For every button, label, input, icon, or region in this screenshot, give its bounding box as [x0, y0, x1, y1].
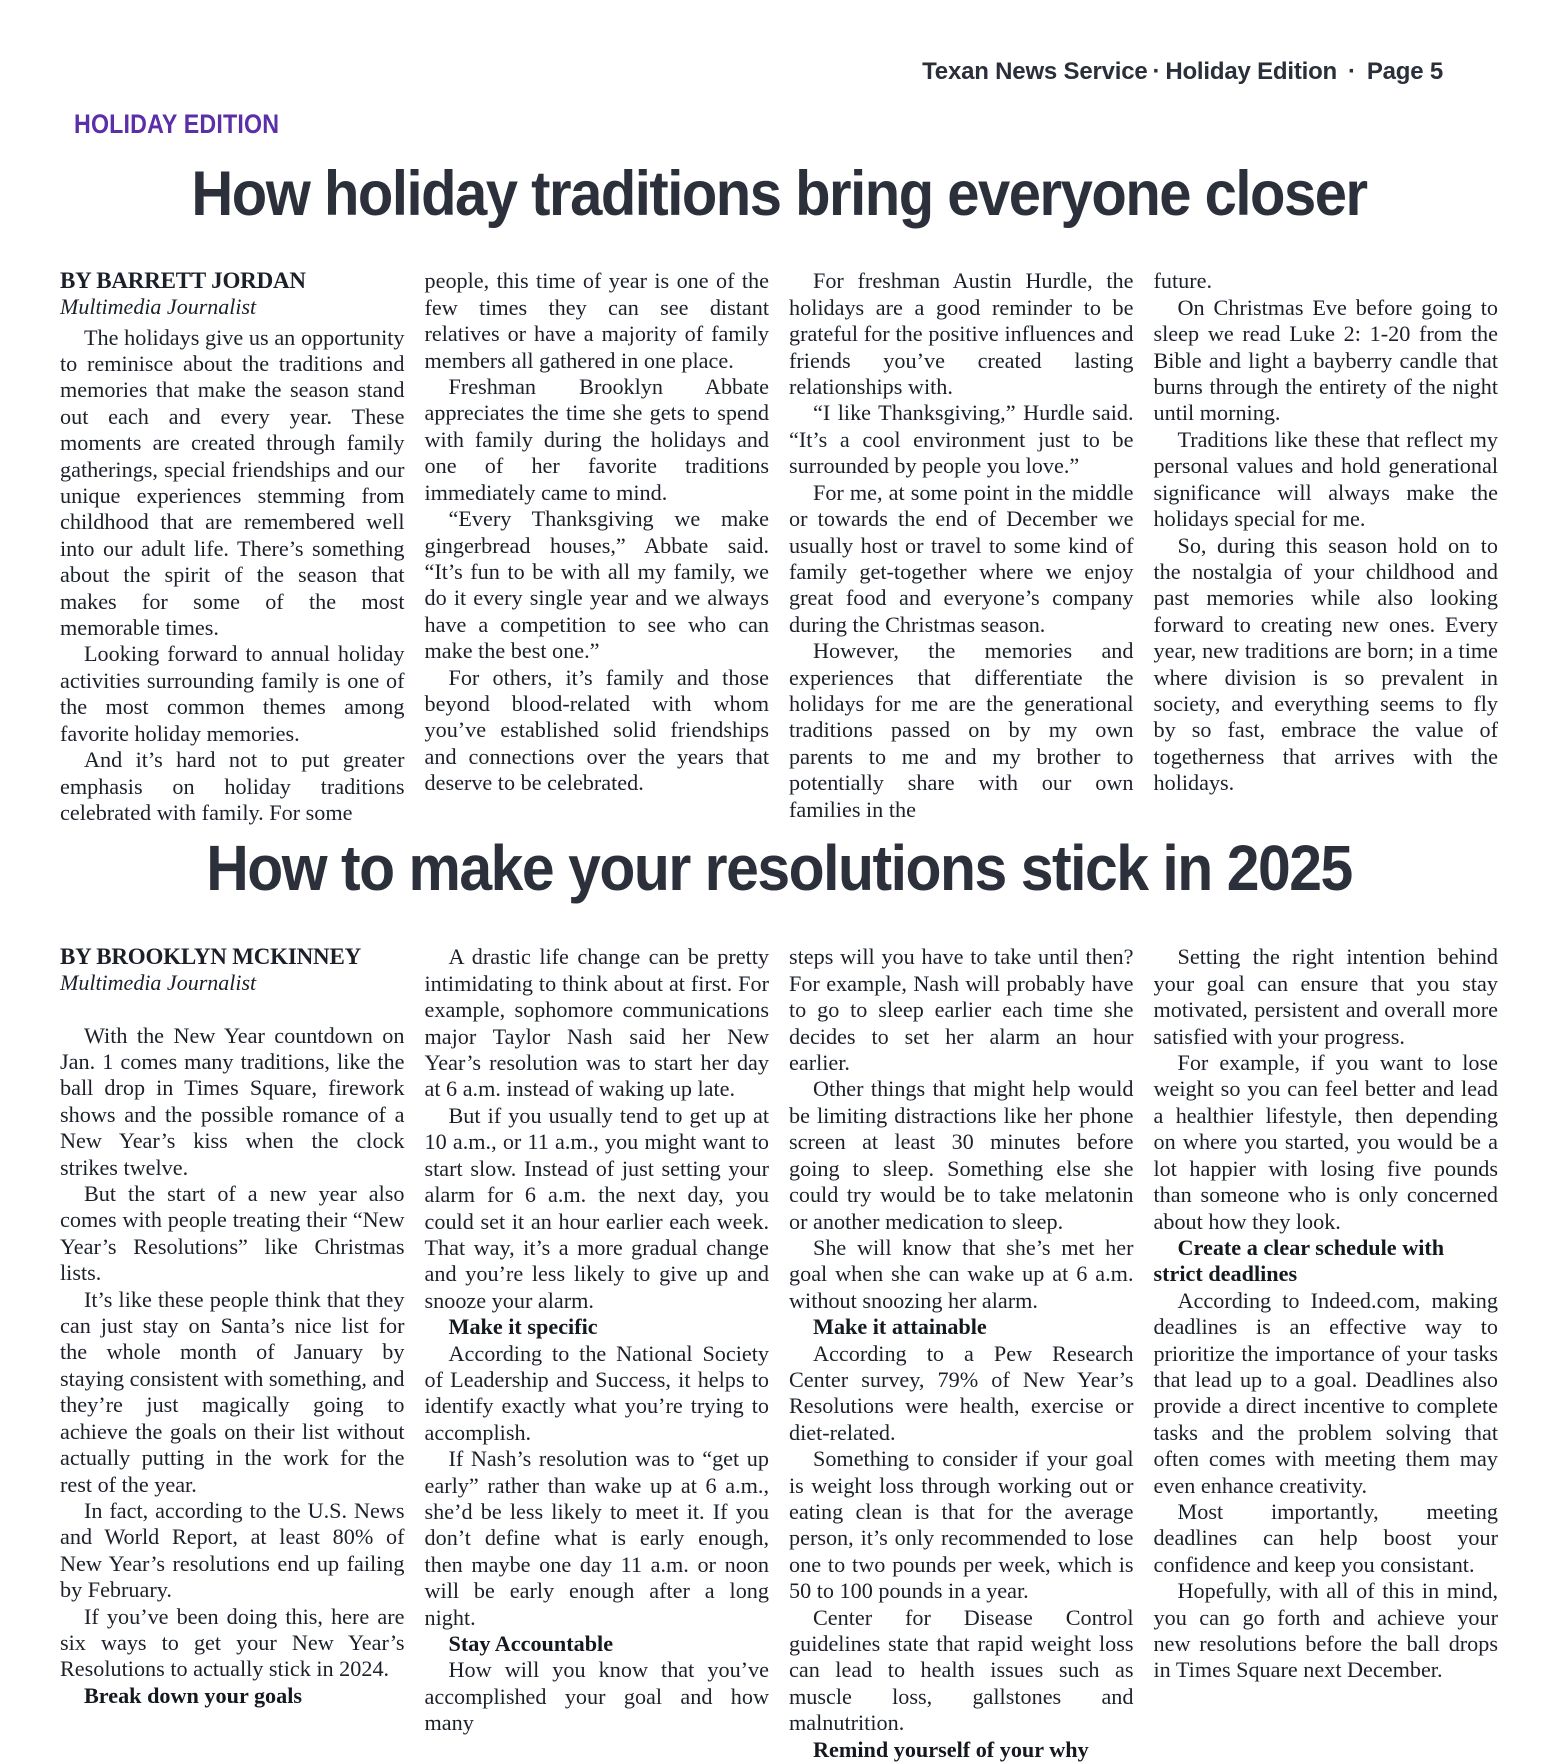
article-1-byline: BY BARRETT JORDAN — [60, 268, 306, 294]
article-1-column-4 — [1154, 268, 1499, 826]
subhead-remind-yourself-of-your-why: Remind yourself of your why — [813, 1736, 1089, 1762]
paragraph: But the start of a new year also comes with people treating their “New Year’s Resolutions” like Christmas lists. — [60, 1181, 405, 1286]
publication-name: Texan News Service — [922, 58, 1148, 85]
paragraph: However, the memories and experiences that differentiate the holidays for me are the generational traditions passed on by my own parents to me and my brother to potentially share with our own families in the — [789, 638, 1134, 822]
article-2-column-3 — [789, 944, 1134, 1763]
paragraph: “Every Thanksgiving we make gingerbread houses,” Abbate said. “It’s fun to be with all my family, we do it every single year and we always have a competition to see who can make the best one.” — [424, 506, 769, 664]
article-2-columns — [60, 944, 1498, 1763]
section-kicker: HOLIDAY EDITION — [74, 109, 280, 139]
paragraph: “I like Thanksgiving,” Hurdle said. “It’s a cool environment just to be surrounded by people you love.” — [789, 400, 1134, 479]
paragraph: Setting the right intention behind your goal can ensure that you stay motivated, persistent and overall more satisfied with your progress. — [1153, 944, 1498, 1049]
paragraph: Most importantly, meeting deadlines can help boost your confidence and keep you consistant. — [1153, 1498, 1498, 1577]
paragraph: people, this time of year is one of the few times they can see distant relatives or have a majority of family members all gathered in one place. — [424, 268, 769, 373]
edition-name: Holiday Edition — [1165, 58, 1338, 85]
paragraph: But if you usually tend to get up at 10 a.m., or 11 a.m., you might want to start slow. Instead of just setting your alarm for 6 a.m. the next day, you could set it an hour earlier each week. That way, it’s a more gradual change and you’re less likely to give up and snooze your alarm. — [424, 1102, 769, 1313]
running-head — [60, 0, 1498, 86]
subhead-make-it-specific: Make it specific — [448, 1314, 598, 1340]
paragraph: So, during this season hold on to the nostalgia of your childhood and past memories while also looking forward to creating new ones. Every year, new traditions are born; in a time where division is so prevalent in society, and everything seems to fly by so fast, embrace the value of togetherness that arrives with the holidays. — [1153, 532, 1498, 796]
paragraph: Something to consider if your goal is weight loss through working out or eating clean is that for the average person, it’s only recommended to lose one to two pounds per week, which is 50 to 100 pounds in a year. — [789, 1446, 1134, 1604]
paragraph: Center for Disease Control guidelines state that rapid weight loss can lead to health issues such as muscle loss, gallstones and malnutrition. — [789, 1604, 1134, 1736]
paragraph: For others, it’s family and those beyond blood-related with whom you’ve established solid friendships and connections over the years that deserve to be celebrated. — [424, 664, 769, 796]
paragraph: And it’s hard not to put greater emphasis on holiday traditions celebrated with family. For some — [60, 747, 405, 825]
paragraph: Hopefully, with all of this in mind, you can go forth and achieve your new resolutions before the ball drops in Times Square next December. — [1153, 1578, 1498, 1683]
page-number: Page 5 — [1366, 58, 1443, 85]
paragraph: Freshman Brooklyn Abbate appreciates the time she gets to spend with family during the holidays and one of her favorite traditions immediately came to mind. — [424, 374, 769, 505]
paragraph: How will you know that you’ve accomplished your goal and how many — [424, 1657, 769, 1736]
article-1-headline: How holiday traditions bring everyone closer — [191, 159, 1367, 229]
paragraph: For example, if you want to lose weight so you can feel better and lead a healthier lifestyle, then depending on where you started, you would be a lot happier with losing five pounds than someone who is only concerned about how they look. — [1153, 1050, 1498, 1234]
paragraph: Looking forward to annual holiday activities surrounding family is one of the most common themes among favorite holiday memories. — [60, 641, 405, 746]
article-2-byline-title: Multimedia Journalist — [60, 970, 257, 996]
running-head-separator-1: · — [1152, 58, 1161, 85]
paragraph: If you’ve been doing this, here are six ways to get your New Year’s Resolutions to actually stick in 2024. — [60, 1603, 405, 1682]
subhead-stay-accountable: Stay Accountable — [448, 1631, 614, 1657]
paragraph: future. — [1153, 268, 1213, 294]
article-1-column-1 — [60, 268, 405, 826]
paragraph: For freshman Austin Hurdle, the holidays are a good reminder to be grateful for the positive influences and friends you’ve created lasting relationships with. — [789, 268, 1134, 400]
paragraph: Other things that might help would be limiting distractions like her phone screen at least 30 minutes before going to sleep. Something else she could try would be to take melatonin or another medication to sleep. — [789, 1076, 1134, 1234]
paragraph: A drastic life change can be pretty intimidating to think about at first. For example, sophomore communications major Taylor Nash said her New Year’s resolution was to start her day at 6 a.m. instead of waking up late. — [424, 944, 769, 1102]
paragraph: steps will you have to take until then? For example, Nash will probably have to go to sleep earlier each time she decides to set her alarm an hour earlier. — [789, 944, 1134, 1076]
article-2-column-1 — [60, 944, 405, 1763]
article-2-column-2 — [425, 944, 770, 1763]
paragraph: According to a Pew Research Center survey, 79% of New Year’s Resolutions were health, exercise or diet-related. — [789, 1340, 1134, 1445]
article-1-byline-title: Multimedia Journalist — [60, 294, 257, 320]
paragraph: If Nash’s resolution was to “get up early” rather than wake up at 6 a.m., she’d be less likely to meet it. If you don’t define what is early enough, then maybe one day 11 a.m. or noon will be early enough after a long night. — [424, 1446, 769, 1630]
paragraph: The holidays give us an opportunity to reminisce about the traditions and memories that make the season stand out each and every year. These moments are created through family gatherings, special friendships and our unique experiences stemming from childhood that are remembered well into our adult life. There’s something about the spirit of the season that makes for some of the most memorable times. — [60, 324, 405, 641]
paragraph: In fact, according to the U.S. News and World Report, at least 80% of New Year’s resolutions end up failing by February. — [60, 1497, 405, 1603]
paragraph: On Christmas Eve before going to sleep we read Luke 2: 1-20 from the Bible and light a bayberry candle that burns through the entirety of the night until morning. — [1153, 294, 1498, 426]
article-1-column-3 — [789, 268, 1134, 826]
article-2-headline: How to make your resolutions stick in 2025 — [206, 832, 1352, 905]
running-head-separator-2: · — [1348, 58, 1356, 85]
paragraph: It’s like these people think that they can just stay on Santa’s nice list for the whole month of January by staying consistent with something, and they’re just magically going to achieve the goals on their list without actually putting in the work for the rest of the year. — [60, 1286, 405, 1497]
article-2-byline: BY BROOKLYN MCKINNEY — [60, 944, 361, 970]
paragraph: Traditions like these that reflect my personal values and hold generational significance will always make the holidays special for me. — [1153, 426, 1498, 532]
paragraph: She will know that she’s met her goal when she can wake up at 6 a.m. without snoozing her alarm. — [789, 1234, 1134, 1313]
article-1-column-2 — [425, 268, 770, 826]
subhead-make-it-attainable: Make it attainable — [813, 1314, 987, 1340]
paragraph: According to Indeed.com, making deadlines is an effective way to prioritize the importance of your tasks that lead up to a goal. Deadlines also provide a direct incentive to complete tasks and the problem solving that often comes with meeting them may even enhance creativity. — [1153, 1287, 1498, 1498]
subhead-break-down-your-goals: Break down your goals — [84, 1682, 303, 1708]
article-1-columns — [60, 268, 1498, 826]
paragraph: With the New Year countdown on Jan. 1 comes many traditions, like the ball drop in Times Square, firework shows and the possible romance of a New Year’s kiss when the clock strikes twelve. — [60, 1022, 405, 1180]
paragraph: According to the National Society of Leadership and Success, it helps to identify exactly what you’re trying to accomplish. — [424, 1340, 769, 1445]
article-2-column-4 — [1154, 944, 1499, 1763]
paragraph: For me, at some point in the middle or towards the end of December we usually host or travel to some kind of family get-together where we enjoy great food and everyone’s company during the Christmas season. — [789, 479, 1134, 637]
subhead-create-a-clear-schedule: Create a clear schedule with strict deadlines — [1153, 1234, 1445, 1287]
